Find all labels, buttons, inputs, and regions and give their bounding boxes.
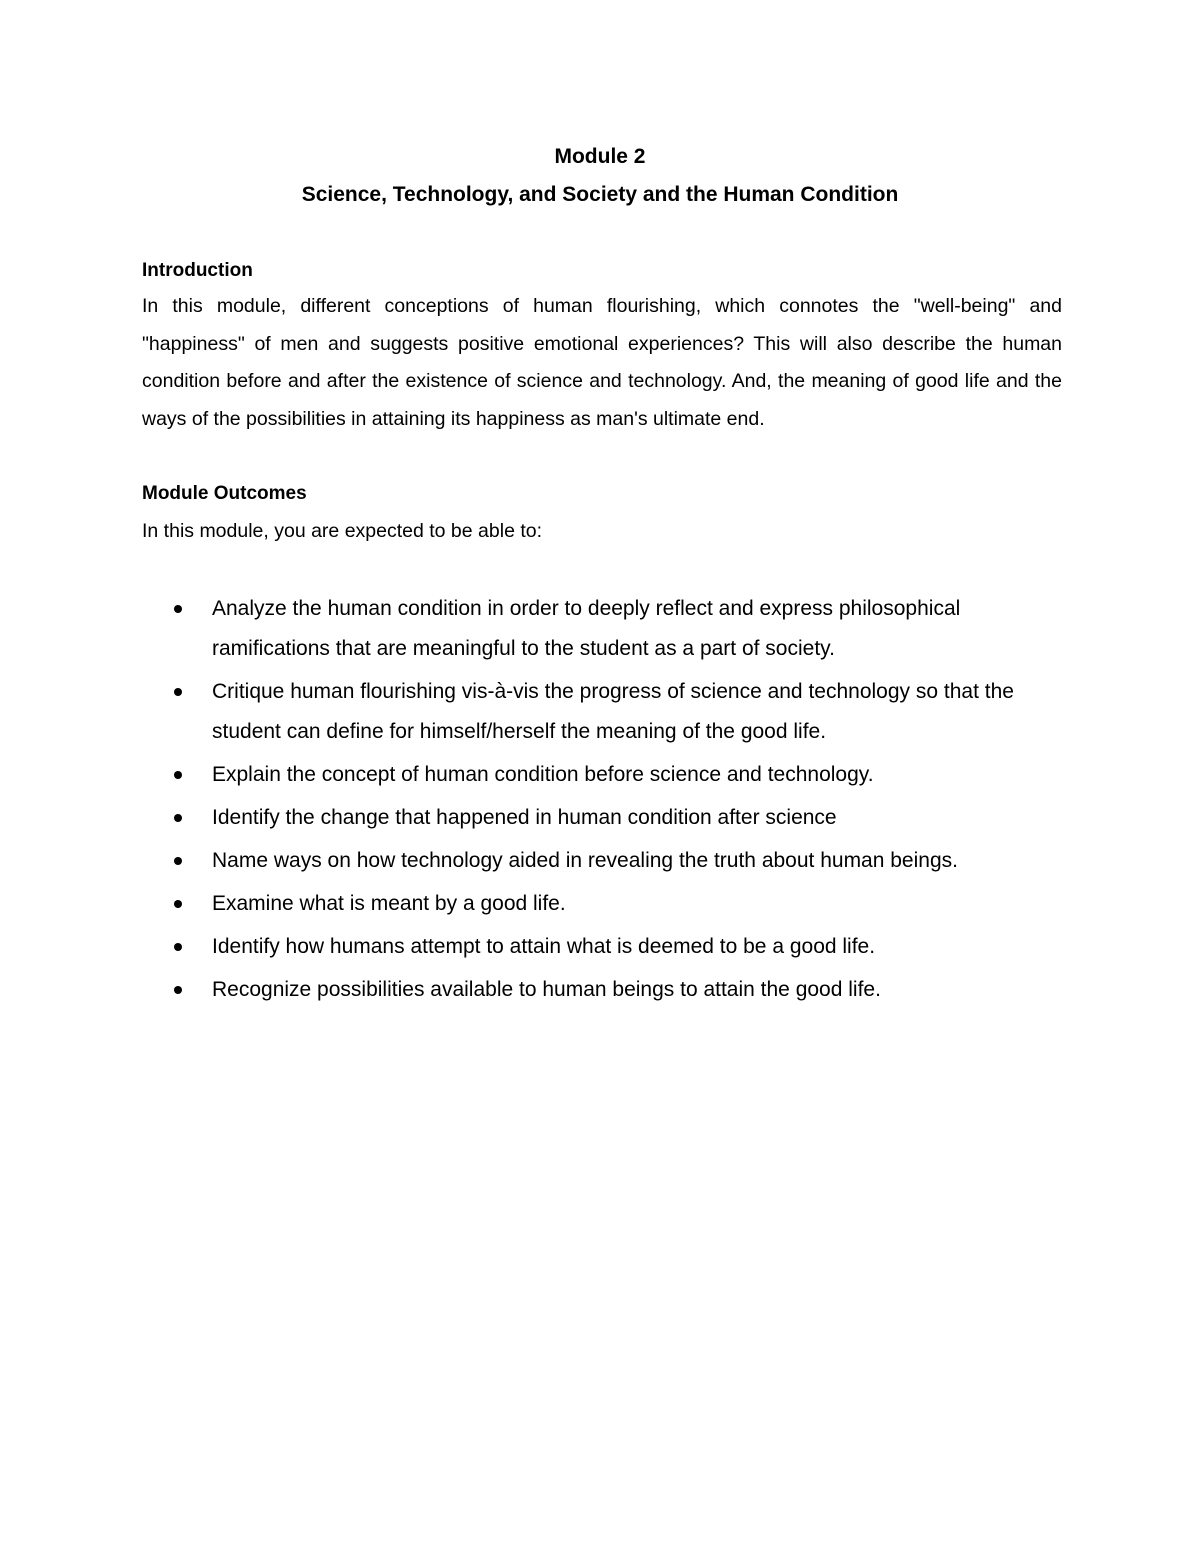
list-item-text: Critique human flourishing vis-à-vis the progress of science and technology so that the student can define for himself/herself the meaning of the good life.	[212, 680, 1014, 743]
bullet-icon	[174, 900, 182, 908]
introduction-heading: Introduction	[142, 260, 253, 281]
page-title: Module 2	[554, 145, 646, 168]
list-item-text: Analyze the human condition in order to deeply reflect and express philosophical ramifications that are meaningful to the student as a part of society.	[212, 597, 961, 660]
bullet-icon	[174, 688, 182, 696]
outcomes-list	[142, 589, 1072, 1013]
list-item	[142, 672, 1072, 752]
list-item-text: Examine what is meant by a good life.	[212, 892, 566, 915]
list-item	[142, 884, 1072, 924]
bullet-icon	[174, 771, 182, 779]
list-item-text: Name ways on how technology aided in revealing the truth about human beings.	[212, 849, 958, 872]
list-item	[142, 841, 1072, 881]
page-subtitle: Science, Technology, and Society and the Human Condition	[301, 183, 899, 206]
bullet-icon	[174, 986, 182, 994]
list-item	[142, 755, 1072, 795]
list-item	[142, 589, 1072, 669]
list-item	[142, 970, 1072, 1010]
bullet-icon	[174, 857, 182, 865]
list-item-text: Explain the concept of human condition before science and technology.	[212, 763, 874, 786]
outcomes-heading: Module Outcomes	[142, 483, 307, 504]
list-item	[142, 927, 1072, 967]
bullet-icon	[174, 943, 182, 951]
list-item-text: Identify the change that happened in human condition after science	[212, 806, 837, 829]
bullet-icon	[174, 814, 182, 822]
list-item-text: Recognize possibilities available to human beings to attain the good life.	[212, 978, 881, 1001]
list-item-text: Identify how humans attempt to attain what is deemed to be a good life.	[212, 935, 876, 958]
introduction-paragraph: In this module, different conceptions of human flourishing, which connotes the "well-being" and "happiness" of men and suggests positive emotional experiences? This will also describe the human condition before and after the existence of science and technology. And, the meaning of good life and the ways of the possibilities in attaining its happiness as man's ultimate end.	[142, 295, 1062, 430]
outcomes-intro: In this module, you are expected to be able to:	[142, 520, 543, 542]
bullet-icon	[174, 605, 182, 613]
list-item	[142, 798, 1072, 838]
